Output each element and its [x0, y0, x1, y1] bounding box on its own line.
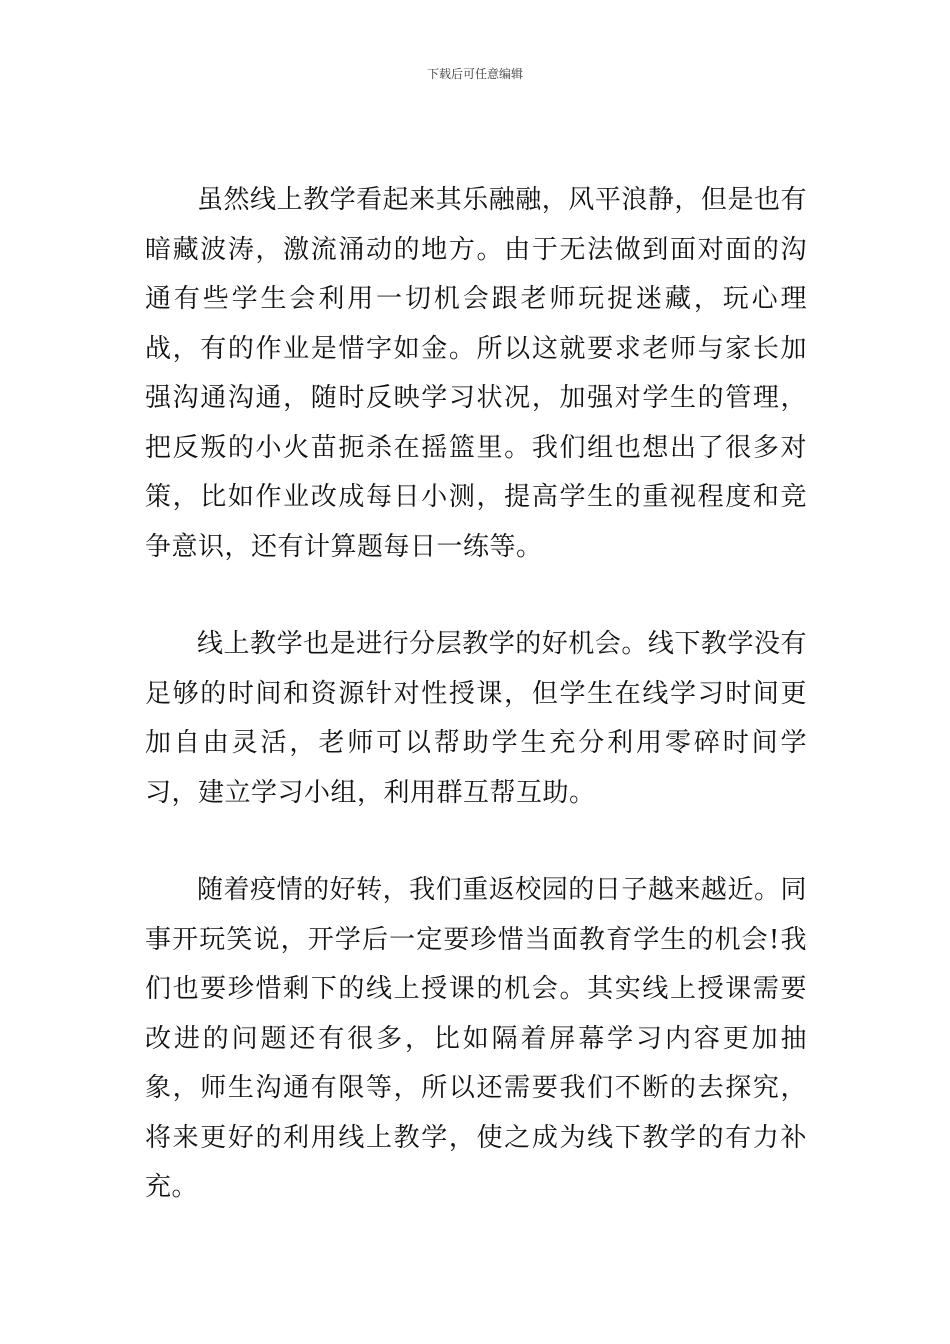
paragraph-returning-to-school: 随着疫情的好转，我们重返校园的日子越来越近。同事开玩笑说，开学后一定要珍惜当面教育学生的机会!我们也要珍惜剩下的线上授课的机会。其实线上授课需要改进的问题还有很多，比如隔着屏幕学习内容更加抽象，师生沟通有限等，所以还需要我们不断的去探究，将来更好的利用线上教学，使之成为线下教学的有力补充。 — [145, 875, 807, 1202]
page-header-note: 下载后可任意编辑 — [426, 67, 523, 81]
document-body — [145, 176, 807, 1213]
paragraph-layered-teaching: 线上教学也是进行分层教学的好机会。线下教学没有足够的时间和资源针对性授课，但学生在线学习时间更加自由灵活，老师可以帮助学生充分利用零碎时间学习，建立学习小组，利用群互帮互助。 — [145, 629, 807, 808]
paragraph-online-teaching-challenges: 虽然线上教学看起来其乐融融，风平浪静，但是也有暗藏波涛，激流涌动的地方。由于无法做到面对面的沟通有些学生会利用一切机会跟老师玩捉迷藏，玩心理战，有的作业是惜字如金。所以这就要求老师与家长加强沟通沟通，随时反映学习状况，加强对学生的管理，把反叛的小火苗扼杀在摇篮里。我们组也想出了很多对策，比如作业改成每日小测，提高学生的重视程度和竞争意识，还有计算题每日一练等。 — [145, 185, 807, 562]
